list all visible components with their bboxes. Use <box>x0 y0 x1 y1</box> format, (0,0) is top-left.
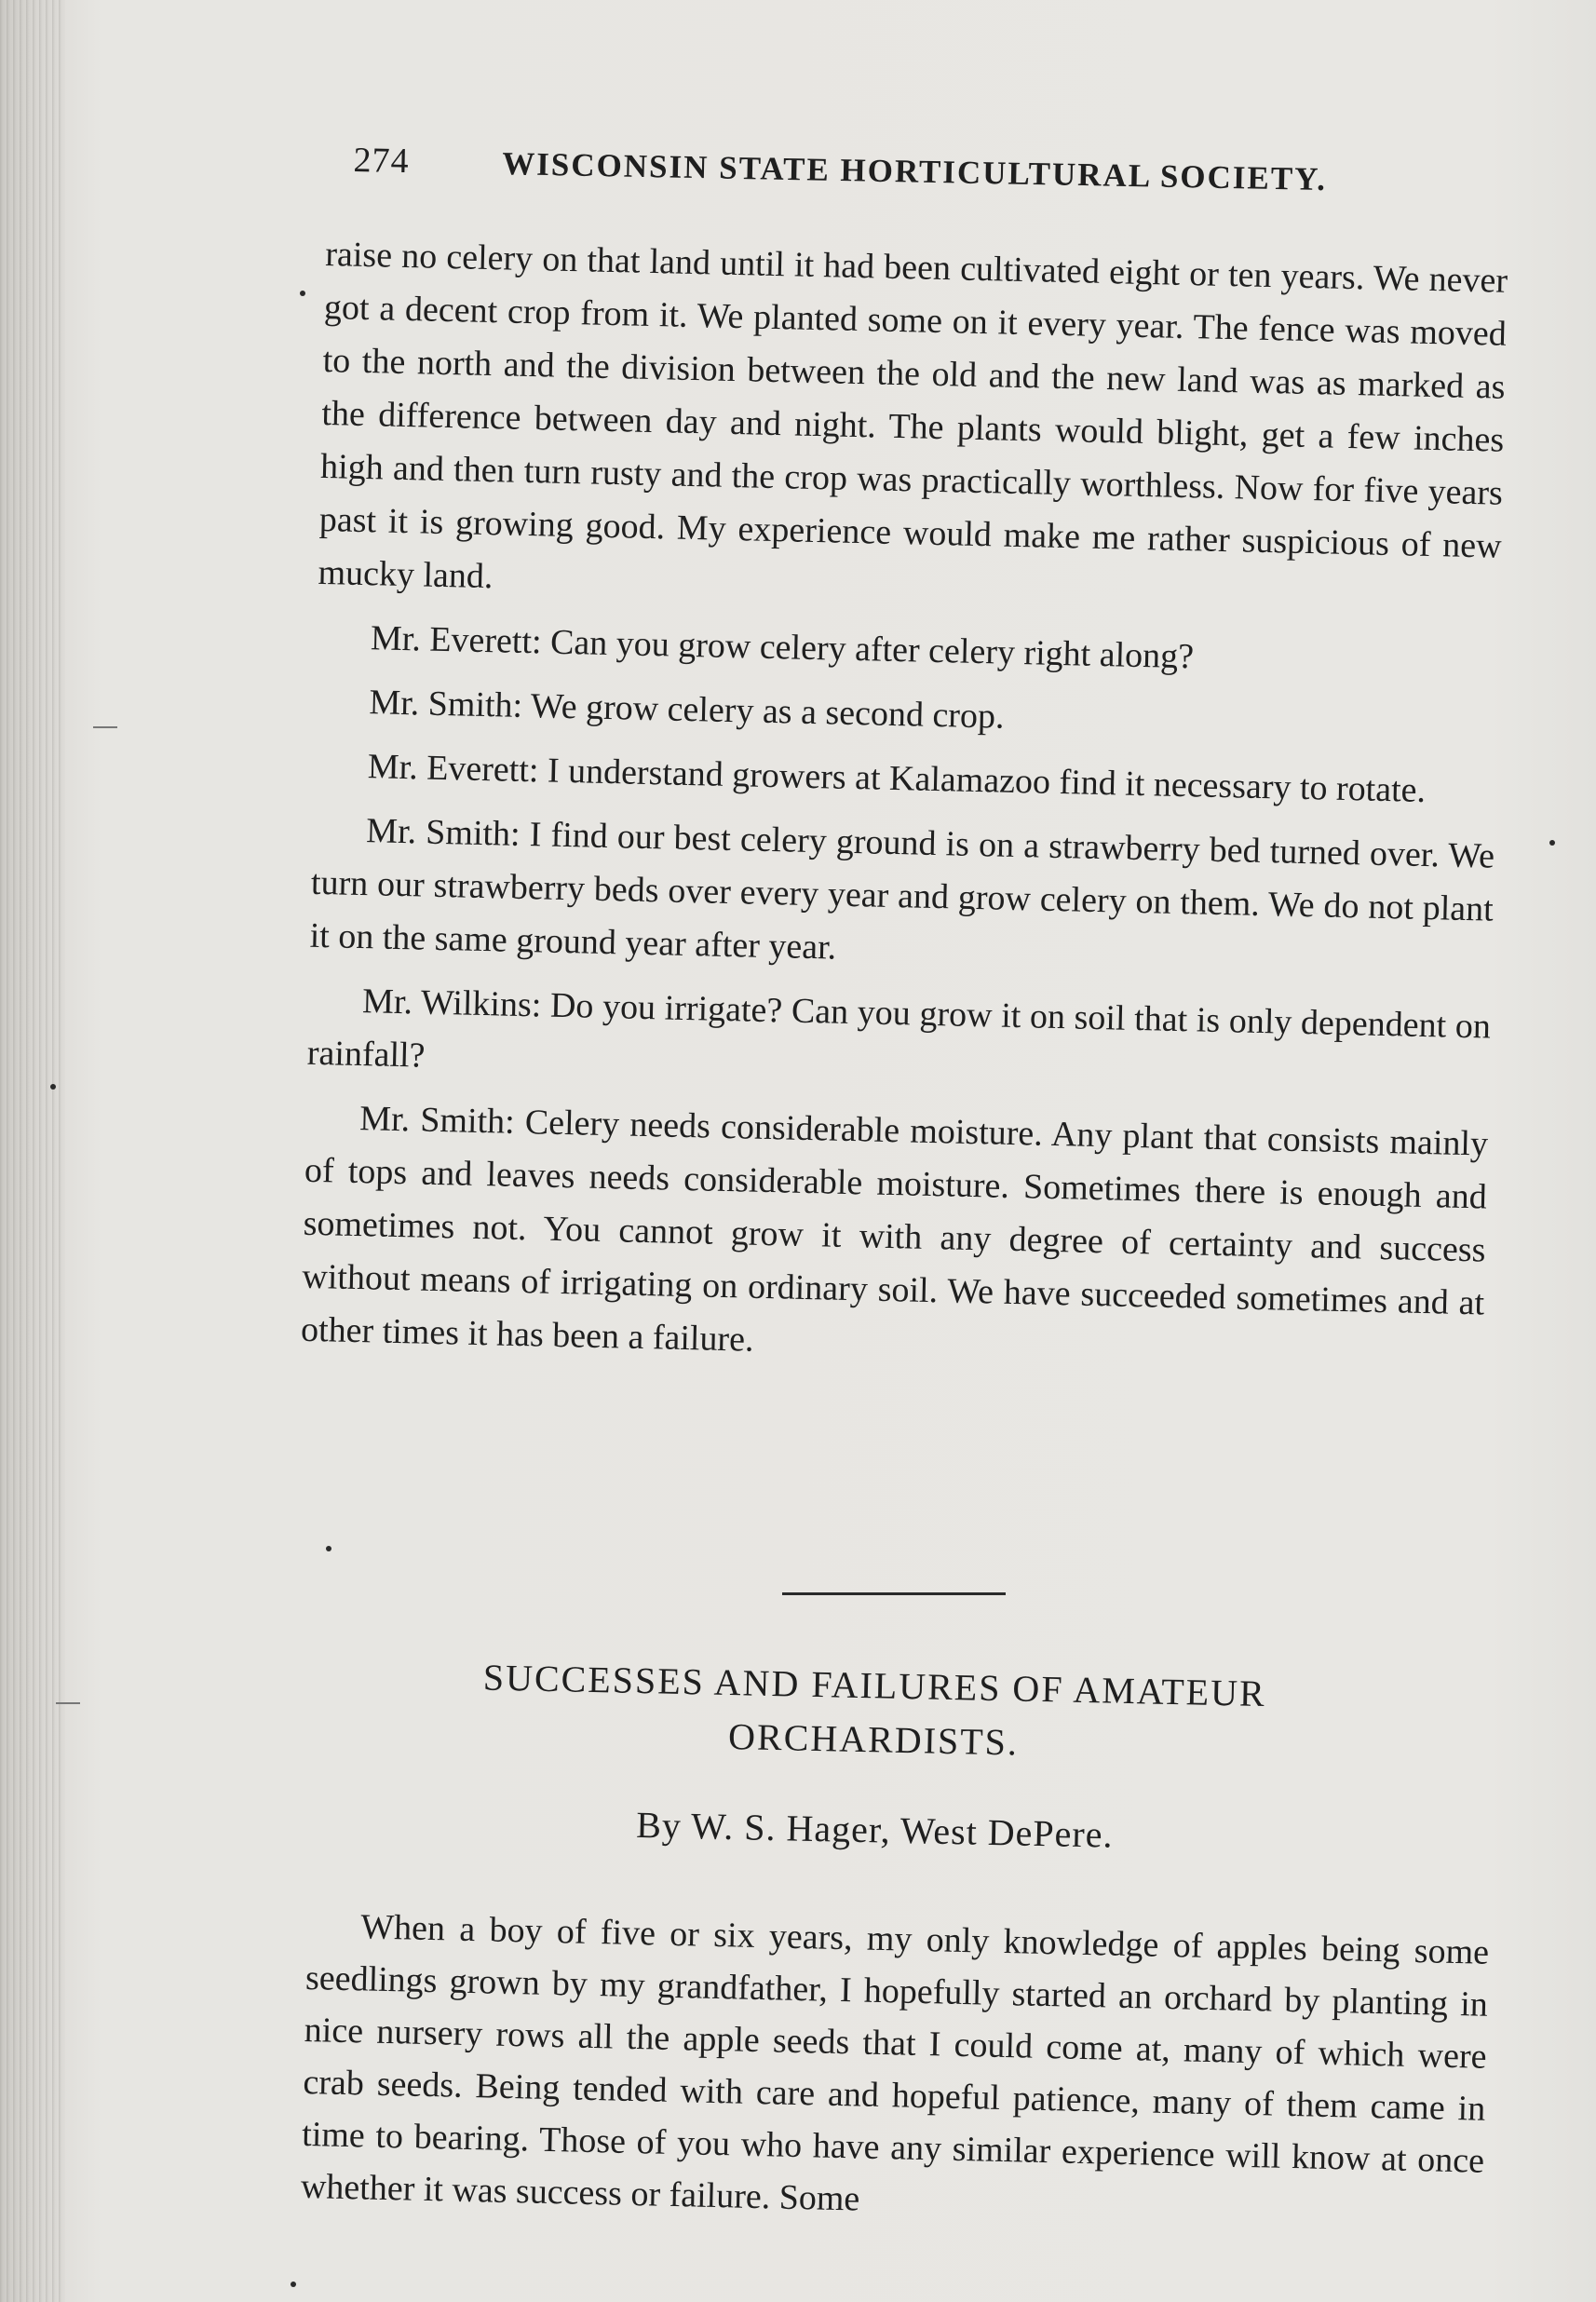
article-paragraph: When a boy of five or six years, my only knowledge of apples being some seedlings grown by my grandfather, I hopefully started an orchard by planting in nice nursery rows all the apple seeds that I could come at, many of which were crab seeds. Being tended with care and hopeful patience, many of them came in time to bearing. Those of you who have any similar experience will know at once whether it was success or failure. Some <box>300 1907 1490 2219</box>
scan-mark <box>93 726 117 728</box>
paragraph-smith-strawberry: Mr. Smith: I find our best celery ground is on a strawberry bed turned over. We turn our strawberry beds over every year and grow celery on them. We do not plant it on the same ground year after year. <box>309 811 1495 968</box>
section-title-line-2: ORCHARDISTS. <box>727 1715 1020 1764</box>
scan-mark <box>56 1702 80 1704</box>
article-text <box>300 1900 1489 2240</box>
discussion-text <box>300 228 1508 1394</box>
scan-speck <box>1549 840 1555 846</box>
paragraph-everett-rotate: Mr. Everett: I understand growers at Kalamazoo find it necessary to rotate. <box>367 747 1427 810</box>
section-byline: By W. S. Hager, West DePere. <box>635 1803 1114 1856</box>
scan-speck <box>291 2282 296 2287</box>
paragraph-everett-question: Mr. Everett: Can you grow celery after celery right along? <box>370 618 1195 677</box>
paragraph-wilkins-question: Mr. Wilkins: Do you irrigate? Can you grow it on soil that is only dependent on rainfall? <box>306 982 1492 1076</box>
page-binding-edge <box>0 0 65 2302</box>
section-title-line-1: SUCCESSES AND FAILURES OF AMATEUR <box>482 1656 1267 1715</box>
paragraph-smith-moisture: Mr. Smith: Celery needs considerable moisture. Any plant that consists mainly of tops and leaves needs considerable moisture. Sometimes there is enough and sometimes not. You cannot grow it with any degree of certainty and success without means of irrigating on ordinary soil. We have succeeded sometimes and at other times it has been a failure. <box>300 1099 1489 1360</box>
paragraph-smith-answer: Mr. Smith: We grow celery as a second crop. <box>368 683 1005 737</box>
scan-speck <box>50 1084 56 1090</box>
scan-speck <box>300 291 305 296</box>
section-divider <box>782 1592 1006 1595</box>
section-title <box>371 1648 1378 1778</box>
page-number: 274 <box>353 140 410 182</box>
scan-speck <box>326 1546 331 1551</box>
page-header <box>353 140 1378 200</box>
paragraph-continuation: raise no celery on that land until it had been cultivated eight or ten years. We never got a decent crop from it. We planted some on it every year. The fence was moved to the north and the division between the old and the new land was as marked as the difference between day and night. The plants would blight, get a few inches high and then turn rusty and the crop was practically worthless. Now for five years past it is growing good. My experience would make me rather suspicious of new mucky land. <box>318 234 1508 597</box>
running-title: WISCONSIN STATE HORTICULTURAL SOCIETY. <box>501 145 1328 198</box>
